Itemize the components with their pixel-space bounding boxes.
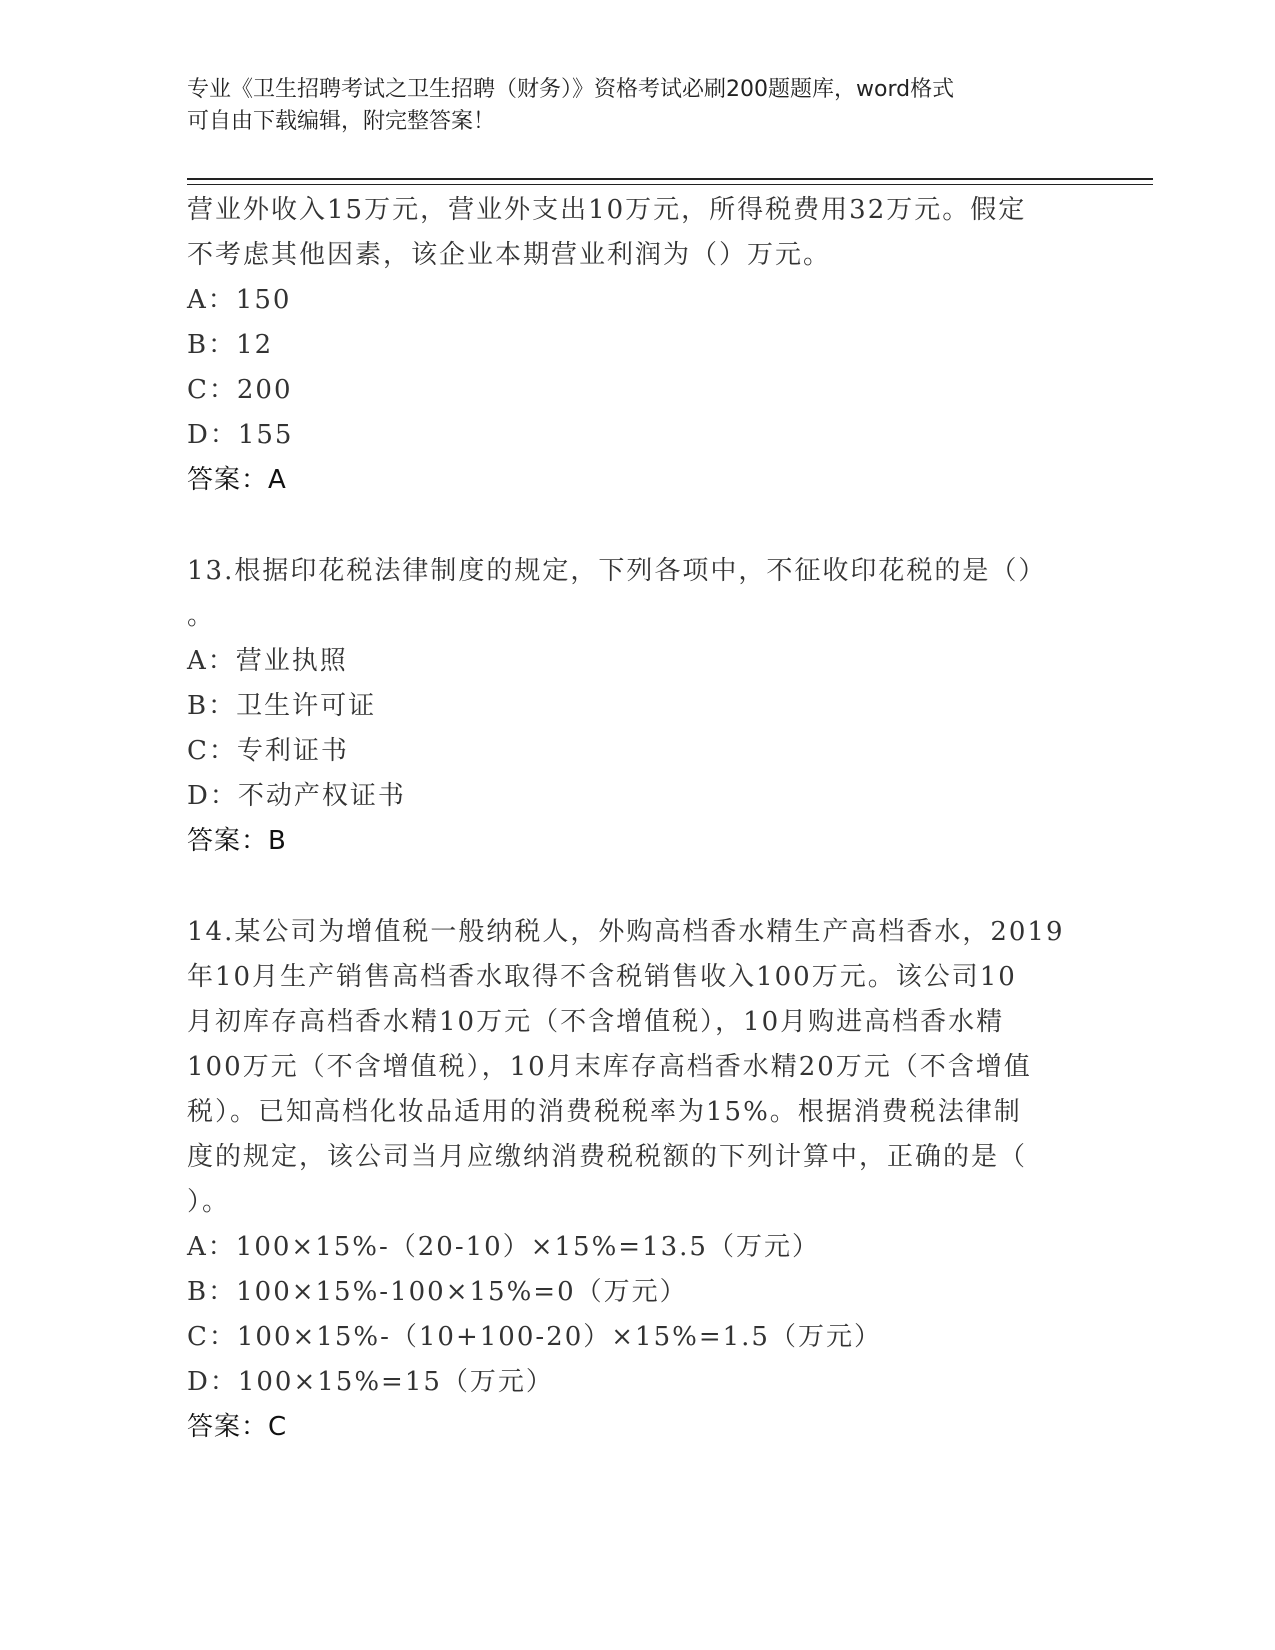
question-stem-line: 税）。已知高档化妆品适用的消费税税率为15%。根据消费税法律制 [187,1097,1022,1127]
option-c: C：100×15%-（10+100-20）×15%=1.5（万元） [187,1322,882,1352]
question-spacer [187,864,1087,910]
option-d: D：不动产权证书 [187,781,406,811]
document-body [187,188,1087,1450]
option-a: A：150 [187,285,292,315]
option-a: A：100×15%-（20-10）×15%=13.5（万元） [187,1232,820,1262]
question-stem-line: 营业外收入15万元，营业外支出10万元，所得税费用32万元。假定 [187,195,1027,225]
answer-line: 答案：C [187,1412,288,1442]
option-d: D：100×15%=15（万元） [187,1367,554,1397]
question-stem-line: 。 [187,601,216,631]
option-c: C：专利证书 [187,736,349,766]
option-b: B：12 [187,330,274,360]
header-divider-thin [187,184,1153,185]
question-stem-line: 不考虑其他因素，该企业本期营业利润为（）万元。 [187,240,832,270]
question-stem-line: 13.根据印花税法律制度的规定，下列各项中，不征收印花税的是（） [187,556,1047,586]
answer-line: 答案：A [187,465,287,495]
option-b: B：100×15%-100×15%=0（万元） [187,1277,688,1307]
answer-line: 答案：B [187,826,287,856]
question-12 [187,188,1087,503]
header-divider-thick [187,178,1153,180]
option-a: A：营业执照 [187,646,348,676]
question-stem-line: 14.某公司为增值税一般纳税人，外购高档香水精生产高档香水，2019 [187,917,1065,947]
question-stem-line: 年10月生产销售高档香水取得不含税销售收入100万元。该公司10 [187,962,1017,992]
header-line-1: 专业《卫生招聘考试之卫生招聘（财务）》资格考试必刷200题题库，word格式 [187,77,955,102]
question-13 [187,549,1087,864]
question-stem-line: 月初库存高档香水精10万元（不含增值税），10月购进高档香水精 [187,1007,1005,1037]
header-line-2: 可自由下载编辑，附完整答案！ [187,109,496,134]
question-stem-line: 度的规定，该公司当月应缴纳消费税税额的下列计算中，正确的是（ [187,1142,1028,1172]
question-14 [187,910,1087,1450]
question-stem-line: 100万元（不含增值税），10月末库存高档香水精20万元（不含增值 [187,1052,1032,1082]
question-spacer [187,503,1087,549]
document-header [187,74,1067,138]
option-d: D：155 [187,420,294,450]
option-c: C：200 [187,375,293,405]
question-stem-line: ）。 [187,1187,231,1217]
option-b: B：卫生许可证 [187,691,377,721]
